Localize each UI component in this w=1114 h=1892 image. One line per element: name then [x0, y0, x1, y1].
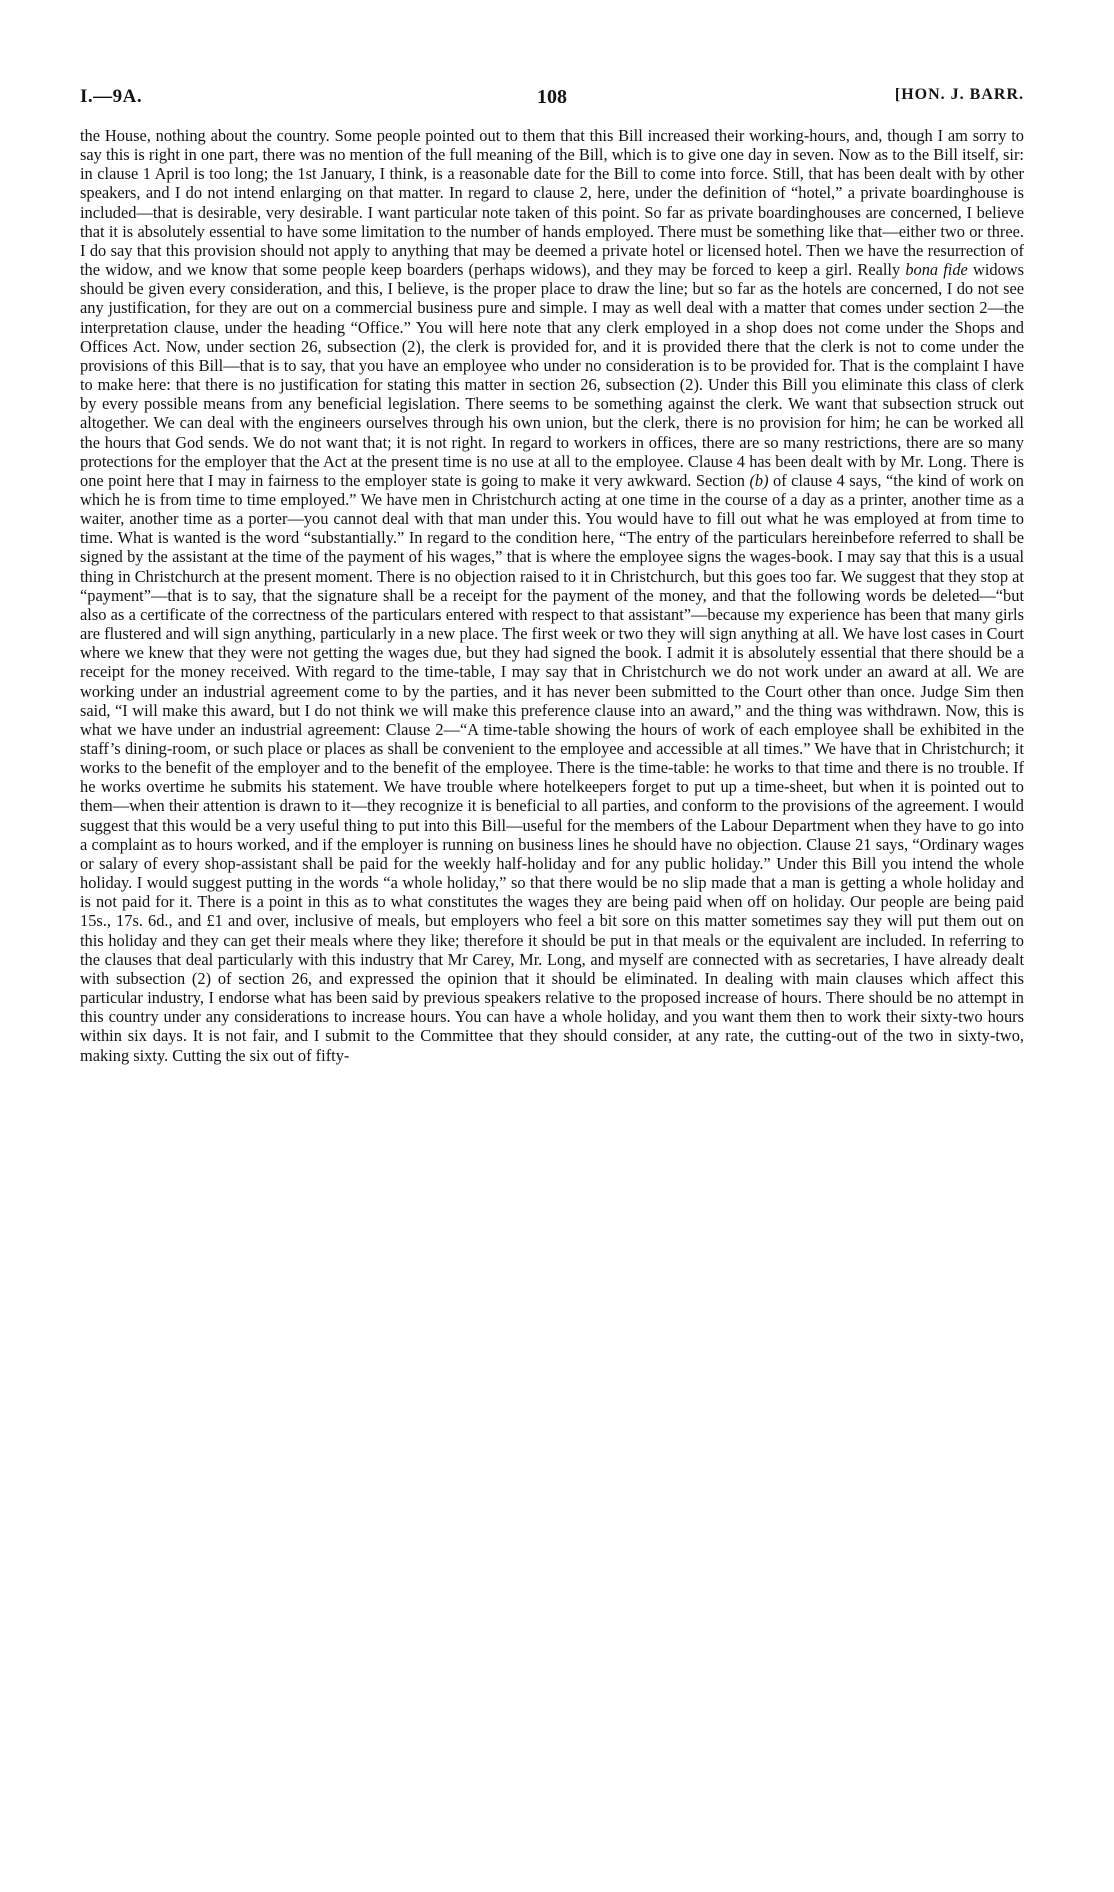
paper-reference: I.—9A. — [80, 86, 143, 107]
body-segment: the House, nothing about the country. Some people pointed out to them that this Bill increased their working-hours, and, though I am sorry to say this is right in one part, there was no mention of the full meaning of the Bill, which is to give one day in seven. Now as to the Bill itself, sir: in clause 1 April is too long; the 1st January, I think, is a reasonable date for the Bill to come into force. Still, that has been dealt with by other speakers, and I do not intend enlarging on that matter. In regard to clause 2, here, under the definition of “hotel,” a private boardinghouse is included—that is desirable, very desirable. I want particular note taken of this point. So far as private boardinghouses are concerned, I believe that it is absolutely essential to have some limitation to the number of hands employed. There must be something like that—either two or three. I do say that this provision should not apply to anything that may be deemed a private hotel or licensed hotel. Then we have the resurrection of the widow, and we know that some people keep boarders (perhaps widows), and they may be forced to keep a girl. Really — [80, 126, 1024, 280]
body-segment-italic: bona fide — [905, 260, 968, 280]
body-paragraph — [80, 126, 1024, 1065]
page-header — [80, 86, 1024, 126]
body-segment: of clause 4 says, “the kind of work on which he is from time to time employed.” We have men in Christchurch acting at one time in the course of a day as a printer, another time as a waiter, another time as a porter—you cannot deal with that man under this. You would have to fill out what he was employed at from time to time. What is wanted is the word “substantially.” In regard to the condition here, “The entry of the particulars hereinbefore referred to shall be signed by the assistant at the time of the payment of his wages,” that is where the employee signs the wages-book. I may say that this is a usual thing in Christchurch at the present moment. There is no objection raised to it in Christchurch, but this goes too far. We suggest that they stop at “payment”—that is to say, that the signature shall be a receipt for the payment of the money, and that the following words be deleted—“but also as a certificate of the correctness of the particulars entered with respect to that assistant”—because my experience has been that many girls are flustered and will sign anything, particularly in a new place. The first week or two they will sign anything at all. We have lost cases in Court where we knew that they were not getting the wages due, but they had signed the book. I admit it is absolutely essential that there should be a receipt for the money received. With regard to the time-table, I may say that in Christchurch we do not work under an award at all. We are working under an industrial agreement come to by the parties, and it has never been submitted to the Court other than once. Judge Sim then said, “I will make this award, but I do not think we will make this preference clause into an award,” and the thing was withdrawn. Now, this is what we have under an industrial agreement: Clause 2—“A time-table showing the hours of work of each employee shall be exhibited in the staff’s dining-room, or such place or places as shall be convenient to the employee and accessible at all times.” We have that in Christchurch; it works to the benefit of the employer and to the benefit of the employee. There is the time-table: he works to that time and there is no trouble. If he works overtime he submits his statement. We have trouble where hotelkeepers forget to put up a time-sheet, but when it is pointed out to them—when their attention is drawn to it—they recognize it is beneficial to all parties, and conform to the provisions of the agreement. I would suggest that this would be a very useful thing to put into this Bill—useful for the members of the Labour Department when they have to go into a complaint as to hours worked, and if the employer is running on business lines he should have no objection. Clause 21 says, “Ordinary wages or salary of every shop-assistant shall be paid for the weekly half-holiday and for any public holiday.” Under this Bill you intend the whole holiday. I would suggest putting in the words “a whole holiday,” so that there would be no slip made that a man is getting a whole holiday and is not paid for it. There is a point in this as to what constitutes the wages they are being paid when off on holiday. Our people are being paid 15s., 17s. 6d., and £1 and over, inclusive of meals, but employers who feel a bit sore on this matter sometimes say they will put them out on this holiday and they can get their meals where they like; therefore it should be put in that meals or the equivalent are included. In referring to the clauses that deal particularly with this industry that Mr Carey, Mr. Long, and myself are connected with as secretaries, I have already dealt with subsection (2) of section 26, and expressed the opinion that it should be eliminated. In dealing with main clauses which affect this particular industry, I endorse what has been said by previous speakers relative to the proposed increase of hours. There should be no attempt in this country under any considerations to increase hours. You can have a whole holiday, and you want them then to work their sixty-two hours within six days. It is not fair, and I submit to the Committee that they should consider, at any rate, the cutting-out of the two in sixty-two, making sixty. Cutting the six out of fifty- — [80, 470, 1024, 1065]
speaker-name: [HON. J. BARR. — [894, 86, 1024, 103]
body-segment-italic: (b) — [749, 470, 769, 490]
page-number: 108 — [537, 86, 567, 108]
document-page — [80, 86, 1024, 1065]
body-segment: widows should be given every consideration, and this, I believe, is the proper place to draw the line; but so far as the hotels are concerned, I do not see any justification, for they are out on a commercial business pure and simple. I may as well deal with a matter that comes under section 2—the interpretation clause, under the heading “Office.” You will here note that any clerk employed in a shop does not come under the Shops and Offices Act. Now, under section 26, subsection (2), the clerk is provided for, and it is provided there that the clerk is not to come under the provisions of this Bill—that is to say, that you have an employee who under no consideration is to be provided for. That is the complaint I have to make here: that there is no justification for stating this matter in section 26, subsection (2). Under this Bill you eliminate this class of clerk by every possible means from any beneficial legislation. There seems to be something against the clerk. We want that subsection struck out altogether. We can deal with the engineers ourselves through his own union, but the clerk, there is no provision for him; he can be worked all the hours that God sends. We do not want that; it is not right. In regard to workers in offices, there are so many restrictions, there are so many protections for the employer that the Act at the present time is no use at all to the employee. Clause 4 has been dealt with by Mr. Long. There is one point here that I may in fairness to the employer state is going to make it very awkward. Section — [80, 260, 1024, 490]
